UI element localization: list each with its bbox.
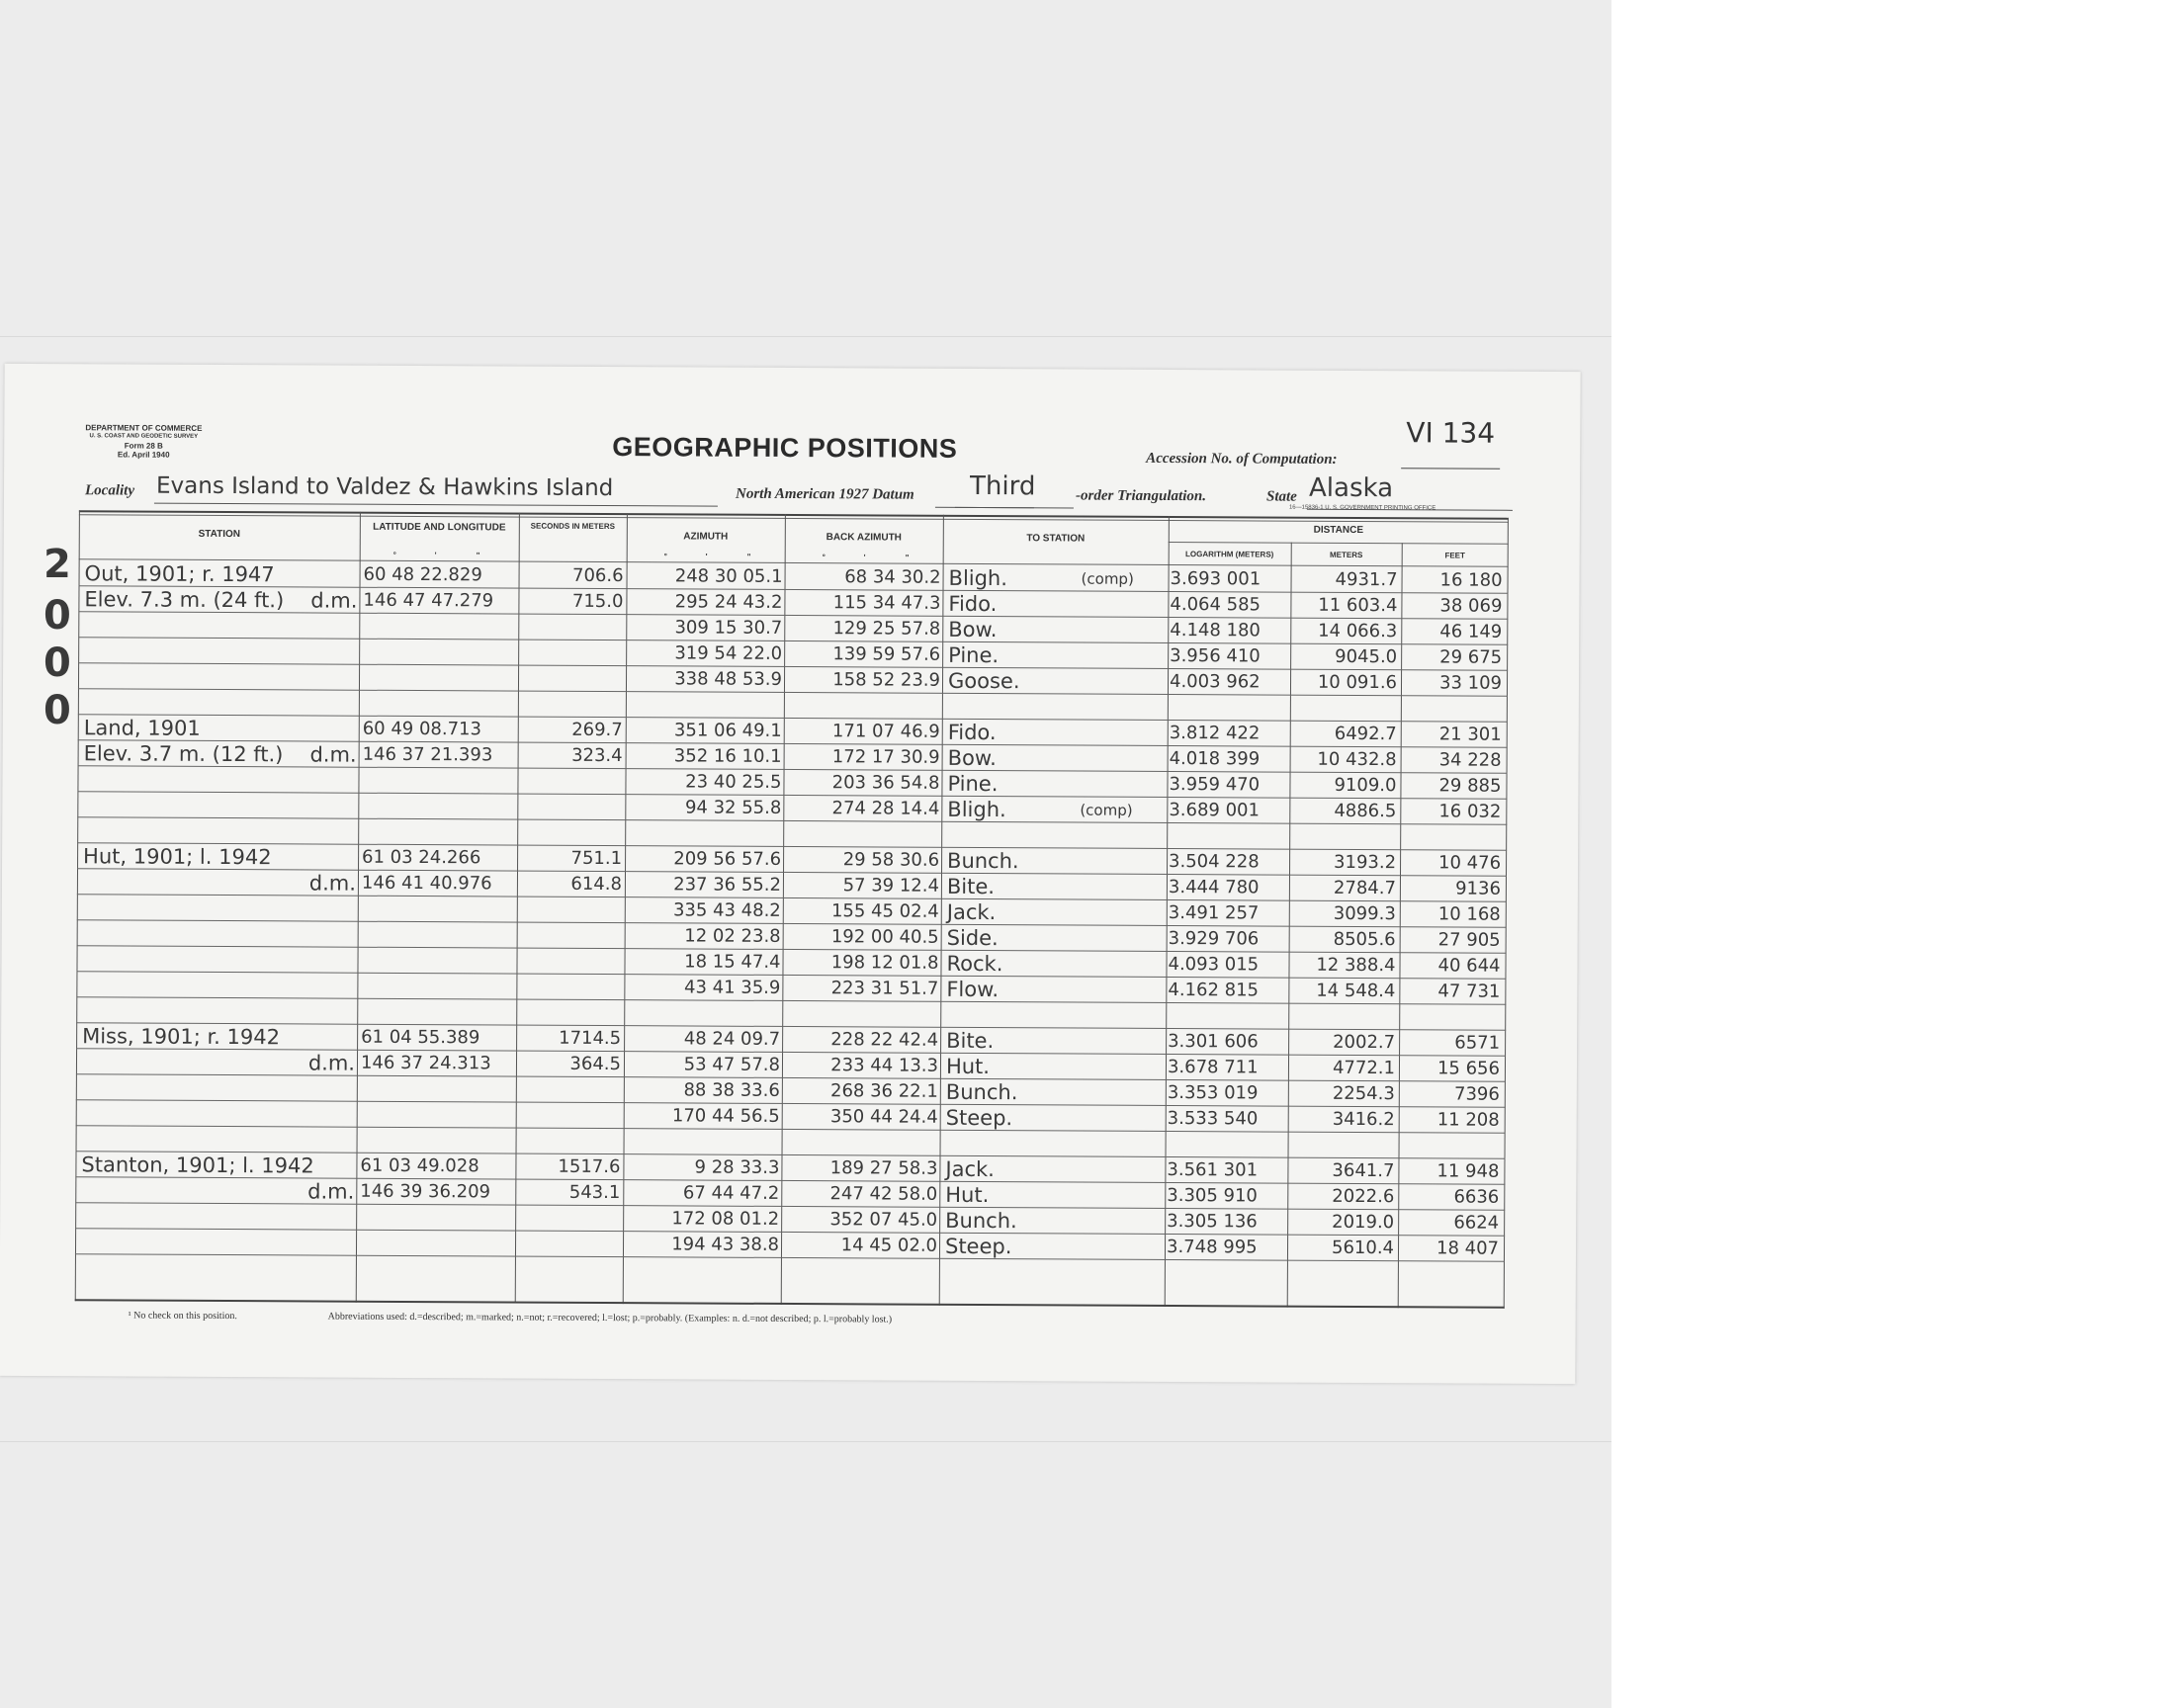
to-station-cell: Jack. [946, 899, 997, 925]
log-cell: 4.003 962 [1169, 671, 1261, 693]
feet-cell: 33 109 [1438, 672, 1503, 694]
latlon-cell [362, 949, 515, 950]
azimuth-cell: 18 15 47.4 [684, 951, 781, 973]
to-station-cell: Goose. [947, 668, 1020, 694]
latlon-cell: 60 48 22.829 [363, 563, 482, 586]
feet-cell: 6624 [1453, 1212, 1500, 1234]
seconds-meters-cell [520, 770, 623, 771]
abbreviations-note: Abbreviations used: d.=described; m.=marked; n.=not; r.=recovered; l.=lost; p.=probably. (Examples: n. d.=not described; p. l.=probably lost.) [327, 1311, 893, 1325]
azimuth-cell: 295 24 43.2 [674, 591, 783, 613]
az-deg-mark: ° [663, 552, 667, 561]
edge-mark-3: 0 [44, 640, 71, 686]
form-edition: Ed. April 1940 [117, 450, 170, 460]
accession-value: VI 134 [1406, 416, 1496, 450]
log-cell: 4.162 815 [1168, 980, 1260, 1001]
to-station-cell: Pine. [947, 771, 999, 797]
to-station-cell [948, 695, 1077, 696]
meters-cell: 3099.3 [1333, 902, 1396, 925]
latlon-cell: 60 49 08.713 [362, 718, 482, 740]
log-cell: 3.956 410 [1170, 645, 1261, 667]
meters-cell: 4931.7 [1335, 568, 1398, 591]
to-station-cell [947, 823, 1076, 824]
azimuth-cell: 309 15 30.7 [674, 617, 783, 639]
col-feet: FEET [1444, 551, 1465, 560]
desc-mark-cell: d.m. [310, 588, 358, 613]
col-seconds: SECONDS IN METERS [530, 521, 616, 532]
seconds-meters-cell: 269.7 [571, 719, 623, 741]
meters-cell: 3193.2 [1334, 851, 1397, 874]
seconds-meters-cell [518, 1001, 621, 1002]
log-cell [1169, 824, 1287, 825]
to-station-cell: Flow. [946, 977, 1000, 1002]
back-azimuth-cell [786, 694, 940, 695]
azimuth-cell: 48 24 09.7 [683, 1028, 781, 1050]
seconds-meters-cell [518, 1104, 621, 1105]
feet-cell: 6571 [1454, 1032, 1501, 1054]
meters-cell: 3416.2 [1332, 1108, 1395, 1131]
log-cell [1168, 1004, 1286, 1005]
azimuth-cell: 172 08 01.2 [671, 1208, 780, 1230]
seconds-meters-cell: 751.1 [570, 847, 623, 870]
feet-cell: 47 731 [1437, 981, 1501, 1002]
log-cell: 3.693 001 [1170, 568, 1262, 590]
log-cell: 3.689 001 [1169, 800, 1261, 821]
to-station-cell: Steep. [944, 1234, 1012, 1259]
feet-cell: 11 948 [1436, 1160, 1500, 1182]
meters-cell: 4772.1 [1332, 1057, 1396, 1079]
latlon-cell: 61 03 24.266 [362, 846, 481, 869]
back-azimuth-cell: 155 45 02.4 [830, 900, 939, 922]
meters-cell: 2784.7 [1333, 877, 1396, 899]
meters-cell: 4886.5 [1334, 800, 1397, 822]
log-cell: 3.301 606 [1168, 1031, 1259, 1053]
meters-cell: 2002.7 [1333, 1031, 1396, 1054]
az-sec-mark: " [746, 552, 751, 561]
station-cell: Elev. 3.7 m. (12 ft.) [83, 741, 284, 767]
vline-end [1504, 518, 1509, 1309]
seconds-meters-cell [517, 1207, 620, 1208]
seconds-meters-cell: 614.8 [570, 873, 622, 896]
latlon-cell [363, 666, 516, 667]
latlon-cell: 61 03 49.028 [360, 1154, 479, 1177]
azimuth-cell: 194 43 38.8 [671, 1234, 780, 1255]
col-azimuth: AZIMUTH [683, 531, 729, 543]
azimuth-cell: 352 16 10.1 [673, 745, 782, 767]
to-station-cell: Bligh. [947, 797, 1006, 822]
col-log: LOGARITHM (METERS) [1185, 550, 1274, 559]
form-number: Form 28 B [124, 441, 163, 451]
edge-mark-1: 2 [44, 542, 71, 587]
baz-min-mark: ' [863, 553, 866, 562]
seconds-meters-cell: 543.1 [568, 1181, 621, 1204]
back-azimuth-cell: 139 59 57.6 [832, 643, 941, 665]
azimuth-cell [627, 821, 781, 822]
meters-cell: 5610.4 [1331, 1237, 1395, 1259]
back-azimuth-cell: 57 39 12.4 [842, 875, 939, 897]
seconds-meters-cell [518, 976, 621, 977]
scan-band-bottom [0, 1441, 1611, 1442]
azimuth-cell: 338 48 53.9 [674, 668, 783, 690]
accession-label: Accession No. of Computation: [1146, 450, 1338, 468]
station-cell: Elev. 7.3 m. (24 ft.) [84, 587, 285, 613]
feet-cell: 40 644 [1437, 955, 1501, 977]
seconds-meters-cell [520, 667, 623, 668]
agency: U. S. COAST AND GEODETIC SURVEY [89, 433, 199, 440]
state-value: Alaska [1308, 472, 1394, 504]
col-distance: DISTANCE [1313, 524, 1364, 537]
azimuth-cell: 67 44 47.2 [682, 1182, 780, 1204]
log-cell: 3.353 019 [1167, 1082, 1259, 1104]
desc-mark-cell: d.m. [309, 742, 357, 767]
meters-cell [1290, 1134, 1395, 1135]
desc-mark-cell: d.m. [307, 1179, 355, 1204]
to-station-cell: Bow. [948, 617, 998, 642]
log-cell: 3.305 136 [1167, 1211, 1258, 1233]
back-azimuth-cell: 274 28 14.4 [831, 798, 940, 819]
vline-0 [75, 510, 80, 1301]
station-cell: Out, 1901; r. 1947 [84, 561, 275, 587]
latlon-deg-mark: ° [392, 550, 396, 559]
page-title: GEOGRAPHIC POSITIONS [612, 432, 958, 464]
latlon-cell [362, 820, 515, 821]
feet-cell: 16 180 [1439, 569, 1503, 591]
seconds-meters-cell [519, 821, 622, 822]
azimuth-cell [626, 1001, 780, 1002]
to-station-note-cell: (comp) [1081, 569, 1134, 588]
back-azimuth-cell: 68 34 30.2 [844, 566, 941, 588]
back-azimuth-cell: 223 31 51.7 [830, 978, 939, 999]
seconds-meters-cell: 323.4 [571, 744, 623, 767]
to-station-cell: Rock. [946, 951, 1003, 977]
to-station-cell: Bunch. [947, 848, 1019, 874]
latlon-cell [363, 692, 516, 693]
to-station-note-cell: (comp) [1080, 801, 1133, 819]
azimuth-cell [628, 693, 782, 694]
to-station-cell [946, 1003, 1075, 1004]
back-azimuth-cell: 350 44 24.4 [829, 1106, 938, 1128]
azimuth-cell: 237 36 55.2 [673, 874, 781, 896]
latlon-cell [361, 975, 514, 976]
latlon-min-mark: ' [434, 551, 437, 560]
locality-value: Evans Island to Valdez & Hawkins Island [155, 472, 614, 502]
to-station-cell: Bite. [946, 874, 996, 899]
log-cell: 4.093 015 [1168, 954, 1260, 976]
latlon-cell [362, 795, 515, 796]
seconds-meters-cell [520, 616, 623, 617]
latlon-cell [363, 769, 516, 770]
seconds-meters-cell: 1714.5 [559, 1027, 622, 1050]
to-station-cell: Jack. [945, 1156, 995, 1182]
to-station-cell: Fido. [948, 591, 998, 617]
az-min-mark: ' [705, 552, 708, 561]
feet-cell: 38 069 [1439, 595, 1503, 617]
to-station-cell: Fido. [947, 720, 997, 745]
log-cell: 3.533 540 [1167, 1108, 1259, 1130]
azimuth-cell: 12 02 23.8 [684, 925, 781, 947]
latlon-cell [363, 640, 516, 641]
feet-cell: 7396 [1453, 1083, 1500, 1105]
baz-deg-mark: ° [822, 553, 826, 562]
table-bottom-rule [75, 1299, 1505, 1309]
station-cell [84, 690, 351, 691]
seconds-meters-cell [520, 641, 623, 642]
log-cell: 4.148 180 [1170, 620, 1261, 641]
seconds-meters-cell [518, 1130, 621, 1131]
feet-cell: 16 032 [1438, 801, 1502, 822]
azimuth-cell: 23 40 25.5 [685, 771, 782, 793]
positions-table [75, 510, 1509, 1311]
col-back-azimuth: BACK AZIMUTH [826, 532, 902, 544]
meters-cell: 2019.0 [1332, 1211, 1395, 1234]
meters-cell: 10 432.8 [1317, 748, 1397, 771]
meters-cell: 8505.6 [1333, 928, 1396, 951]
edge-mark-4: 0 [44, 688, 71, 733]
col-station: STATION [198, 528, 241, 541]
desc-mark-cell: d.m. [308, 871, 357, 896]
department: DEPARTMENT OF COMMERCE [85, 423, 203, 433]
station-cell: Land, 1901 [83, 716, 201, 740]
footnote-no-check: ¹ No check on this position. [128, 1310, 237, 1323]
datum-label: North American 1927 Datum [735, 485, 914, 503]
azimuth-cell: 53 47 57.8 [683, 1054, 781, 1075]
feet-cell: 9136 [1455, 878, 1501, 899]
latlon-cell: 146 37 21.393 [362, 743, 493, 766]
back-azimuth-cell: 198 12 01.8 [830, 952, 939, 974]
back-azimuth-cell: 233 44 13.3 [830, 1055, 939, 1076]
latlon-cell: 146 41 40.976 [361, 872, 492, 895]
log-cell: 3.491 257 [1168, 902, 1260, 924]
log-cell: 4.018 399 [1169, 748, 1261, 770]
back-azimuth-cell: 189 27 58.3 [829, 1157, 938, 1179]
meters-cell: 9109.0 [1334, 774, 1397, 797]
meters-cell: 9045.0 [1335, 645, 1398, 668]
to-station-cell: Steep. [945, 1105, 1013, 1131]
feet-cell [1401, 1134, 1500, 1135]
meters-cell [1290, 1005, 1395, 1006]
feet-cell: 18 407 [1436, 1238, 1500, 1259]
seconds-meters-cell [518, 1078, 621, 1079]
feet-cell: 29 675 [1439, 646, 1503, 668]
latlon-cell: 146 37 24.313 [360, 1052, 491, 1074]
station-cell [84, 613, 351, 614]
back-azimuth-cell: 115 34 47.3 [832, 592, 941, 614]
meters-cell [1292, 697, 1397, 698]
log-cell: 3.959 470 [1169, 774, 1261, 796]
latlon-cell [361, 1129, 514, 1130]
station-cell [84, 767, 351, 768]
log-cell: 3.929 706 [1168, 928, 1260, 950]
feet-cell: 46 149 [1439, 621, 1503, 642]
azimuth-cell: 351 06 49.1 [673, 720, 782, 741]
station-cell [83, 818, 350, 819]
seconds-meters-cell [520, 693, 623, 694]
accession-underline [1401, 468, 1500, 470]
latlon-cell [362, 897, 515, 898]
azimuth-cell [626, 1130, 780, 1131]
seconds-meters-cell [519, 950, 622, 951]
meters-cell: 12 388.4 [1316, 954, 1396, 977]
seconds-meters-cell [519, 796, 622, 797]
feet-cell: 15 656 [1436, 1058, 1501, 1079]
back-azimuth-cell [784, 1002, 938, 1003]
log-cell: 4.064 585 [1170, 594, 1262, 616]
azimuth-cell: 319 54 22.0 [674, 642, 783, 664]
back-azimuth-cell: 268 36 22.1 [829, 1080, 938, 1102]
meters-cell [1291, 825, 1396, 826]
feet-cell: 6636 [1453, 1186, 1500, 1208]
locality-underline [154, 503, 718, 507]
to-station-cell: Bunch. [945, 1079, 1018, 1105]
desc-mark-cell: d.m. [307, 1051, 356, 1075]
azimuth-cell: 94 32 55.8 [684, 797, 782, 818]
back-azimuth-cell [784, 1131, 938, 1132]
feet-cell: 29 885 [1438, 775, 1502, 797]
to-station-cell: Hut. [945, 1182, 990, 1208]
back-azimuth-cell: 158 52 23.9 [832, 669, 941, 691]
azimuth-cell: 335 43 48.2 [672, 899, 781, 921]
to-station-cell: Bunch. [945, 1208, 1017, 1234]
feet-cell: 10 476 [1438, 852, 1502, 874]
latlon-sec-mark: " [476, 551, 480, 560]
back-azimuth-cell: 352 07 45.0 [829, 1209, 938, 1231]
back-azimuth-cell: 29 58 30.6 [842, 849, 940, 871]
seconds-meters-cell: 706.6 [571, 564, 624, 587]
latlon-cell [360, 1232, 513, 1233]
back-azimuth-cell: 228 22 42.4 [830, 1029, 939, 1051]
to-station-cell: Bow. [947, 745, 997, 771]
to-station-cell: Pine. [948, 642, 1000, 668]
feet-cell: 34 228 [1438, 749, 1502, 771]
azimuth-cell: 9 28 33.3 [694, 1156, 780, 1178]
to-station-cell: Side. [946, 925, 999, 951]
distance-sub-rule [1169, 542, 1509, 545]
meters-cell: 2022.6 [1332, 1185, 1395, 1208]
scan-band-top [0, 336, 1611, 337]
state-label: State [1265, 488, 1297, 505]
feet-cell [1402, 825, 1501, 826]
azimuth-cell: 88 38 33.6 [683, 1079, 780, 1101]
log-cell: 3.444 780 [1168, 877, 1260, 898]
seconds-meters-cell [519, 924, 622, 925]
printing-note: 16—15836-1 U. S. GOVERNMENT PRINTING OFFICE [1288, 504, 1436, 512]
latlon-cell: 61 04 55.389 [361, 1026, 480, 1049]
station-cell [84, 664, 351, 665]
latlon-cell [361, 1000, 514, 1001]
back-azimuth-cell [785, 822, 939, 823]
log-cell: 3.561 301 [1167, 1159, 1259, 1181]
station-cell: Miss, 1901; r. 1942 [82, 1024, 281, 1050]
col-to-station: TO STATION [1026, 533, 1086, 545]
azimuth-cell: 209 56 57.6 [673, 848, 782, 870]
meters-cell: 3641.7 [1332, 1159, 1395, 1182]
seconds-meters-cell [519, 898, 622, 899]
order-value: Third [969, 470, 1036, 502]
log-cell [1170, 696, 1288, 697]
latlon-cell [361, 1077, 514, 1078]
feet-cell: 11 208 [1436, 1109, 1500, 1131]
log-cell: 3.748 995 [1166, 1237, 1258, 1258]
latlon-cell: 146 47 47.279 [363, 589, 494, 612]
station-cell [84, 639, 351, 640]
to-station-cell [946, 1132, 1075, 1133]
seconds-meters-cell: 364.5 [569, 1053, 622, 1075]
to-station-cell: Hut. [945, 1054, 991, 1079]
azimuth-cell: 170 44 56.5 [671, 1105, 780, 1127]
latlon-cell [361, 1103, 514, 1104]
log-cell: 3.305 910 [1167, 1185, 1258, 1207]
order-label: -order Triangulation. [1075, 487, 1207, 505]
seconds-meters-cell: 1517.6 [558, 1155, 621, 1178]
back-azimuth-cell: 247 42 58.0 [829, 1183, 938, 1205]
feet-cell [1401, 1005, 1500, 1006]
azimuth-cell: 43 41 35.9 [683, 977, 781, 998]
back-azimuth-cell: 171 07 46.9 [831, 721, 940, 742]
azimuth-cell: 248 30 05.1 [674, 565, 783, 587]
order-underline [955, 507, 1074, 509]
feet-cell [1403, 697, 1502, 698]
log-cell: 3.812 422 [1169, 723, 1261, 744]
back-azimuth-cell: 14 45 02.0 [840, 1235, 938, 1256]
feet-cell: 27 905 [1437, 929, 1501, 951]
back-azimuth-cell: 203 36 54.8 [831, 772, 940, 794]
meters-cell: 6492.7 [1334, 723, 1397, 745]
latlon-cell [363, 615, 516, 616]
meters-cell: 10 091.6 [1317, 671, 1398, 694]
seconds-meters-cell [517, 1233, 620, 1234]
col-latlon: LATITUDE AND LONGITUDE [373, 521, 506, 534]
station-cell: Hut, 1901; l. 1942 [83, 844, 272, 870]
feet-cell: 10 168 [1437, 903, 1501, 925]
to-station-cell: Bligh. [948, 565, 1008, 591]
col-meters: METERS [1330, 550, 1363, 560]
back-azimuth-cell: 129 25 57.8 [832, 618, 941, 640]
log-cell: 3.504 228 [1169, 851, 1260, 873]
latlon-cell [360, 1206, 513, 1207]
log-cell [1168, 1133, 1286, 1134]
department-block [85, 423, 202, 460]
meters-cell: 14 066.3 [1318, 620, 1398, 642]
edge-mark-2: 0 [44, 593, 71, 639]
meters-cell: 2254.3 [1332, 1082, 1395, 1105]
geographic-positions-form [0, 364, 1581, 1384]
station-cell [83, 793, 350, 794]
back-azimuth-cell: 172 17 30.9 [831, 746, 940, 768]
latlon-cell: 146 39 36.209 [360, 1180, 491, 1203]
to-station-cell: Bite. [946, 1028, 995, 1054]
latlon-cell [362, 923, 515, 924]
seconds-meters-cell: 715.0 [571, 590, 624, 613]
station-cell: Stanton, 1901; l. 1942 [81, 1153, 314, 1178]
meters-cell: 11 603.4 [1318, 594, 1398, 617]
meters-cell: 14 548.4 [1316, 980, 1396, 1002]
locality-label: Locality [84, 482, 135, 499]
baz-sec-mark: " [905, 553, 910, 562]
feet-cell: 21 301 [1438, 724, 1502, 745]
log-cell: 3.678 711 [1167, 1057, 1259, 1078]
back-azimuth-cell: 192 00 40.5 [830, 926, 939, 948]
